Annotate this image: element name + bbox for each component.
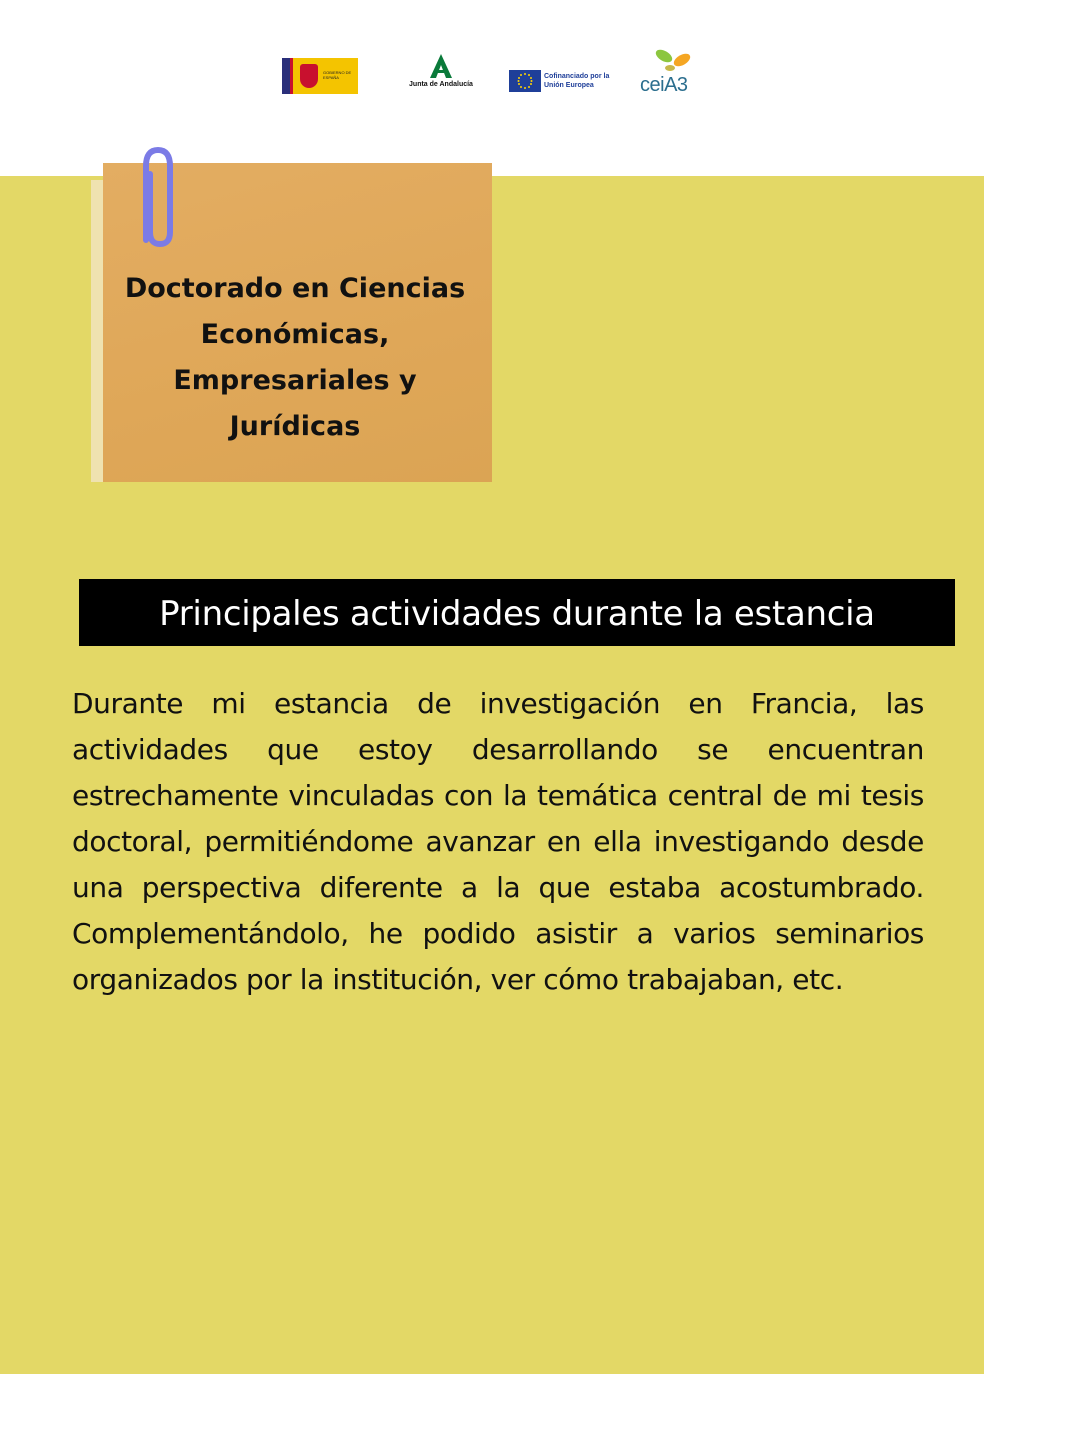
section-title: Principales actividades durante la estancia xyxy=(159,594,875,634)
body-paragraph: Durante mi estancia de investigación en Francia, las actividades que estoy desarrollando se encuentran estrechamente vinculadas con la temática central de mi tesis doctoral, permitiéndome avanzar en ella investigando desde una perspectiva diferente a la que estaba acostumbrado. Complementándolo, he podido asistir a varios seminarios organizados por la institución, ver cómo trabajaban, etc. xyxy=(72,687,924,996)
coat-of-arms-icon xyxy=(300,64,318,88)
junta-a-icon xyxy=(427,52,455,80)
eu-flag-icon xyxy=(509,70,541,92)
program-title: Doctorado en Ciencias Económicas, Empresariales y Jurídicas xyxy=(124,273,466,442)
eu-logo-text: Cofinanciado por la Unión Europea xyxy=(544,73,610,89)
junta-andalucia-logo xyxy=(405,52,477,96)
junta-logo-text: Junta de Andalucía xyxy=(409,81,473,88)
gobierno-logo-text: GOBIERNO DE ESPAÑA xyxy=(323,70,352,80)
ceia3-logo xyxy=(632,40,712,108)
paperclip-icon xyxy=(132,144,180,248)
section-heading-bar xyxy=(79,579,955,646)
eu-cofinanced-logo xyxy=(509,70,609,92)
logo-strip xyxy=(0,38,1080,108)
spain-government-logo xyxy=(282,58,358,94)
ceia3-logo-text: ceiA3 xyxy=(640,74,688,96)
